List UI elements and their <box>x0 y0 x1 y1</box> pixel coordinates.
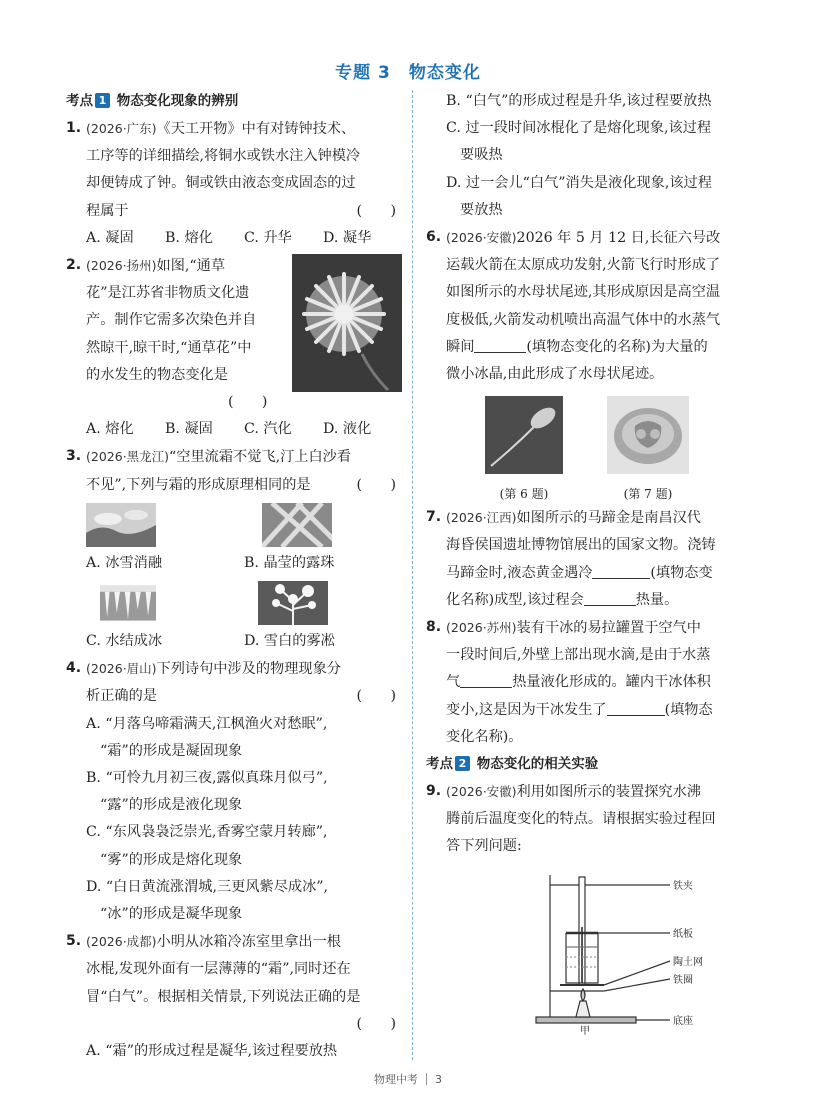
option-text: C. 过一段时间冰棍化了是熔化现象,该过程 <box>446 120 712 137</box>
question-text: 2026 年 5 月 12 日,长征六号改 <box>516 230 721 247</box>
question-source: (2026·眉山) <box>86 661 157 677</box>
question-text: 花”是江苏省非物质文化遗 <box>86 285 250 302</box>
option-text: “冰”的形成是凝华现象 <box>100 906 243 923</box>
question-number: 3. <box>66 448 82 465</box>
option-text: A. “月落乌啼霜满天,江枫渔火对愁眠”, <box>86 715 328 732</box>
horseshoe-gold-photo <box>607 396 689 474</box>
question-text: 小明从冰箱冷冻室里拿出一根 <box>156 934 341 951</box>
option-c[interactable] <box>66 819 402 873</box>
answer-bracket[interactable]: ( ) <box>356 1015 396 1032</box>
rocket-trail-photo <box>485 396 563 474</box>
option-text: 要放热 <box>460 201 503 218</box>
page-title: 专题 3 物态变化 <box>335 63 481 83</box>
question-text: 瞬间 <box>446 338 475 355</box>
question-1 <box>66 115 402 225</box>
option-d[interactable]: D. 凝华 <box>323 229 372 246</box>
question-text: 海昏侯国遗址博物馆展出的国家文物。浇铸 <box>446 537 716 554</box>
option-b[interactable]: B. 凝固 <box>165 421 213 438</box>
option-b[interactable] <box>66 765 402 819</box>
question-text: 程属于 <box>86 202 129 219</box>
question-number: 6. <box>426 229 442 246</box>
options-image-row <box>66 499 402 577</box>
figure-row <box>426 396 764 504</box>
icicles-photo <box>100 581 156 625</box>
question-6 <box>426 224 764 388</box>
question-text: 如图所示的马蹄金是南昌汉代 <box>516 510 701 527</box>
option-b[interactable]: B. 熔化 <box>165 229 213 246</box>
option-d[interactable] <box>66 874 402 928</box>
option-d[interactable]: D. 液化 <box>323 421 372 438</box>
answer-bracket[interactable]: ( ) <box>356 688 396 705</box>
option-text: “露”的形成是液化现象 <box>100 797 243 814</box>
question-text: 答下列问题: <box>446 838 522 855</box>
answer-blank[interactable] <box>474 338 526 353</box>
question-text: 装有干冰的易拉罐置于空气中 <box>516 620 701 637</box>
question-text: (填物态变 <box>650 564 713 581</box>
question-source: (2026·苏州) <box>446 620 517 636</box>
question-text: 气 <box>446 674 461 691</box>
question-text: 产。制作它需多次染色并自 <box>86 312 257 329</box>
question-text: 如图所示的水母状尾迹,其形成原因是高空温 <box>446 284 721 301</box>
page-number: 3 <box>435 1073 442 1086</box>
answer-bracket[interactable]: ( ) <box>228 394 268 411</box>
section-badge: 2 <box>455 756 470 771</box>
option-a[interactable]: A. 冰雪消融 <box>86 554 163 571</box>
question-source: (2026·安徽) <box>446 230 517 246</box>
question-number: 7. <box>426 509 442 526</box>
question-text: 冒“白气”。根据相关情景,下列说法正确的是 <box>86 988 361 1005</box>
option-text: “雾”的形成是熔化现象 <box>100 851 243 868</box>
left-column <box>66 88 402 1065</box>
option-a[interactable]: A. 熔化 <box>86 421 134 438</box>
question-2 <box>66 252 402 416</box>
question-text: “空里流霜不觉飞,汀上白沙看 <box>169 449 352 466</box>
question-number: 9. <box>426 783 442 800</box>
question-text: 一段时间后,外壁上部出现水滴,是由于水蒸 <box>446 647 711 664</box>
option-c[interactable]: C. 水结成冰 <box>86 633 163 650</box>
question-source: (2026·安徽) <box>446 784 517 800</box>
option-a[interactable]: A. “霜”的形成过程是凝华,该过程要放热 <box>86 1043 338 1060</box>
section-label: 考点 <box>426 756 453 773</box>
answer-blank[interactable] <box>460 673 512 688</box>
option-d[interactable]: D. 雪白的雾凇 <box>244 633 335 650</box>
question-source: (2026·成都) <box>86 934 157 950</box>
option-text: D. 过一会儿“白气”消失是液化现象,该过程 <box>446 174 712 191</box>
flower-photo <box>292 254 402 392</box>
label-iron-clamp: 铁夹 <box>673 880 693 892</box>
option-text: “霜”的形成是凝固现象 <box>100 742 243 759</box>
question-text: (填物态 <box>664 701 713 718</box>
question-number: 5. <box>66 933 82 950</box>
figure-6 <box>484 396 564 504</box>
question-7 <box>426 504 764 614</box>
question-3 <box>66 443 402 498</box>
option-text: C. “东风袅袅泛崇光,香雾空蒙月转廊”, <box>86 824 328 841</box>
column-divider <box>412 90 413 1060</box>
option-a[interactable]: A. 凝固 <box>86 229 134 246</box>
question-text: 马蹄金时,液态黄金遇冷 <box>446 564 593 581</box>
question-text: 下列诗句中涉及的物理现象分 <box>156 661 341 678</box>
page-footer <box>0 1071 816 1087</box>
question-text: 度极低,火箭发动机喷出高温气体中的水蒸气 <box>446 311 721 328</box>
question-text: 析正确的是 <box>86 688 157 705</box>
option-text: B. “可怜九月初三夜,露似真珠月似弓”, <box>86 770 328 787</box>
label-iron-ring: 铁圈 <box>673 974 693 986</box>
option-d[interactable] <box>426 170 764 224</box>
question-text: 《天工开物》中有对铸钟技术、 <box>156 121 356 137</box>
question-text: 变小,这是因为干冰发生了 <box>446 701 607 718</box>
label-base: 底座 <box>673 1015 693 1027</box>
question-source: (2026·扬州) <box>86 258 157 274</box>
option-c[interactable] <box>426 115 764 169</box>
section-title: 物态变化现象的辨别 <box>116 93 239 109</box>
question-8 <box>426 614 764 751</box>
right-column <box>426 88 764 1035</box>
answer-blank[interactable] <box>607 701 665 716</box>
question-text: 热量液化形成的。罐内干冰体积 <box>512 674 711 691</box>
question-number: 8. <box>426 619 442 636</box>
question-text: (填物态变化的名称)为大量的 <box>526 338 708 355</box>
question-text: 变化名称)。 <box>446 728 523 745</box>
option-text: 要吸热 <box>460 147 503 164</box>
rime-photo <box>258 581 328 625</box>
option-text: D. “白日黄流涨渭城,三更风紫尽成冰”, <box>86 878 329 895</box>
dew-drops-photo <box>262 503 332 547</box>
question-text: 腾前后温度变化的特点。请根据实验过程回 <box>446 811 716 828</box>
section-badge: 1 <box>95 93 110 108</box>
question-text: 不见”,下列与霜的形成原理相同的是 <box>86 476 311 493</box>
label-ceramic-gauze: 陶土网 <box>673 956 703 968</box>
options-image-row <box>66 577 402 655</box>
question-text: 运载火箭在太原成功发射,火箭飞行时形成了 <box>446 257 721 274</box>
question-text: 微小冰晶,由此形成了水母状尾迹。 <box>446 366 664 383</box>
diagram-caption: 甲 <box>580 1025 590 1035</box>
question-text: 如图,“通草 <box>156 258 226 275</box>
figure-7 <box>602 396 694 504</box>
question-text: 利用如图所示的装置探究水沸 <box>516 784 701 801</box>
question-9 <box>426 778 764 861</box>
options-row <box>66 225 402 252</box>
option-b[interactable]: B. 晶莹的露珠 <box>244 554 335 571</box>
section-1-header <box>66 88 402 115</box>
option-a[interactable] <box>66 711 402 765</box>
question-text: 冰棍,发现外面有一层薄薄的“霜”,同时还在 <box>86 961 351 978</box>
option-c[interactable]: C. 升华 <box>244 229 292 246</box>
question-text: 然晾干,晾干时,“通草花”中 <box>86 339 252 356</box>
boiling-apparatus-diagram <box>530 867 710 1035</box>
answer-blank[interactable] <box>584 591 636 606</box>
answer-bracket[interactable]: ( ) <box>356 476 396 493</box>
footer-text: 物理中考 <box>374 1073 418 1086</box>
question-text: 却便铸成了钟。铜或铁由液态变成固态的过 <box>86 175 356 192</box>
figure-7-caption: (第 7 题) <box>623 487 673 502</box>
question-source: (2026·广东) <box>86 121 157 136</box>
question-4 <box>66 655 402 710</box>
question-source: (2026·黑龙江) <box>86 449 170 465</box>
section-title: 物态变化的相关实验 <box>476 756 599 773</box>
answer-blank[interactable] <box>592 564 650 579</box>
option-b[interactable]: B. “白气”的形成过程是升华,该过程要放热 <box>446 93 712 109</box>
question-text: 热量。 <box>635 591 679 608</box>
section-label: 考点 <box>66 93 93 109</box>
question-number: 4. <box>66 660 82 677</box>
question-text: 化名称)成型,该过程会 <box>446 591 584 608</box>
question-text: 的水发生的物态变化是 <box>86 366 228 383</box>
option-c[interactable]: C. 汽化 <box>244 421 292 438</box>
question-text: 工序等的详细描绘,将铜水或铁水注入钟模冷 <box>86 148 361 165</box>
footer-divider <box>426 1073 427 1085</box>
question-number: 1. <box>66 120 82 136</box>
question-5 <box>66 928 402 1038</box>
answer-bracket[interactable]: ( ) <box>356 202 396 219</box>
section-2-header <box>426 751 764 778</box>
question-source: (2026·江西) <box>446 510 517 526</box>
label-cardboard: 纸板 <box>673 928 693 940</box>
options-row <box>66 416 402 443</box>
ice-melting-photo <box>86 503 156 547</box>
question-number: 2. <box>66 257 82 274</box>
figure-6-caption: (第 6 题) <box>499 487 549 502</box>
